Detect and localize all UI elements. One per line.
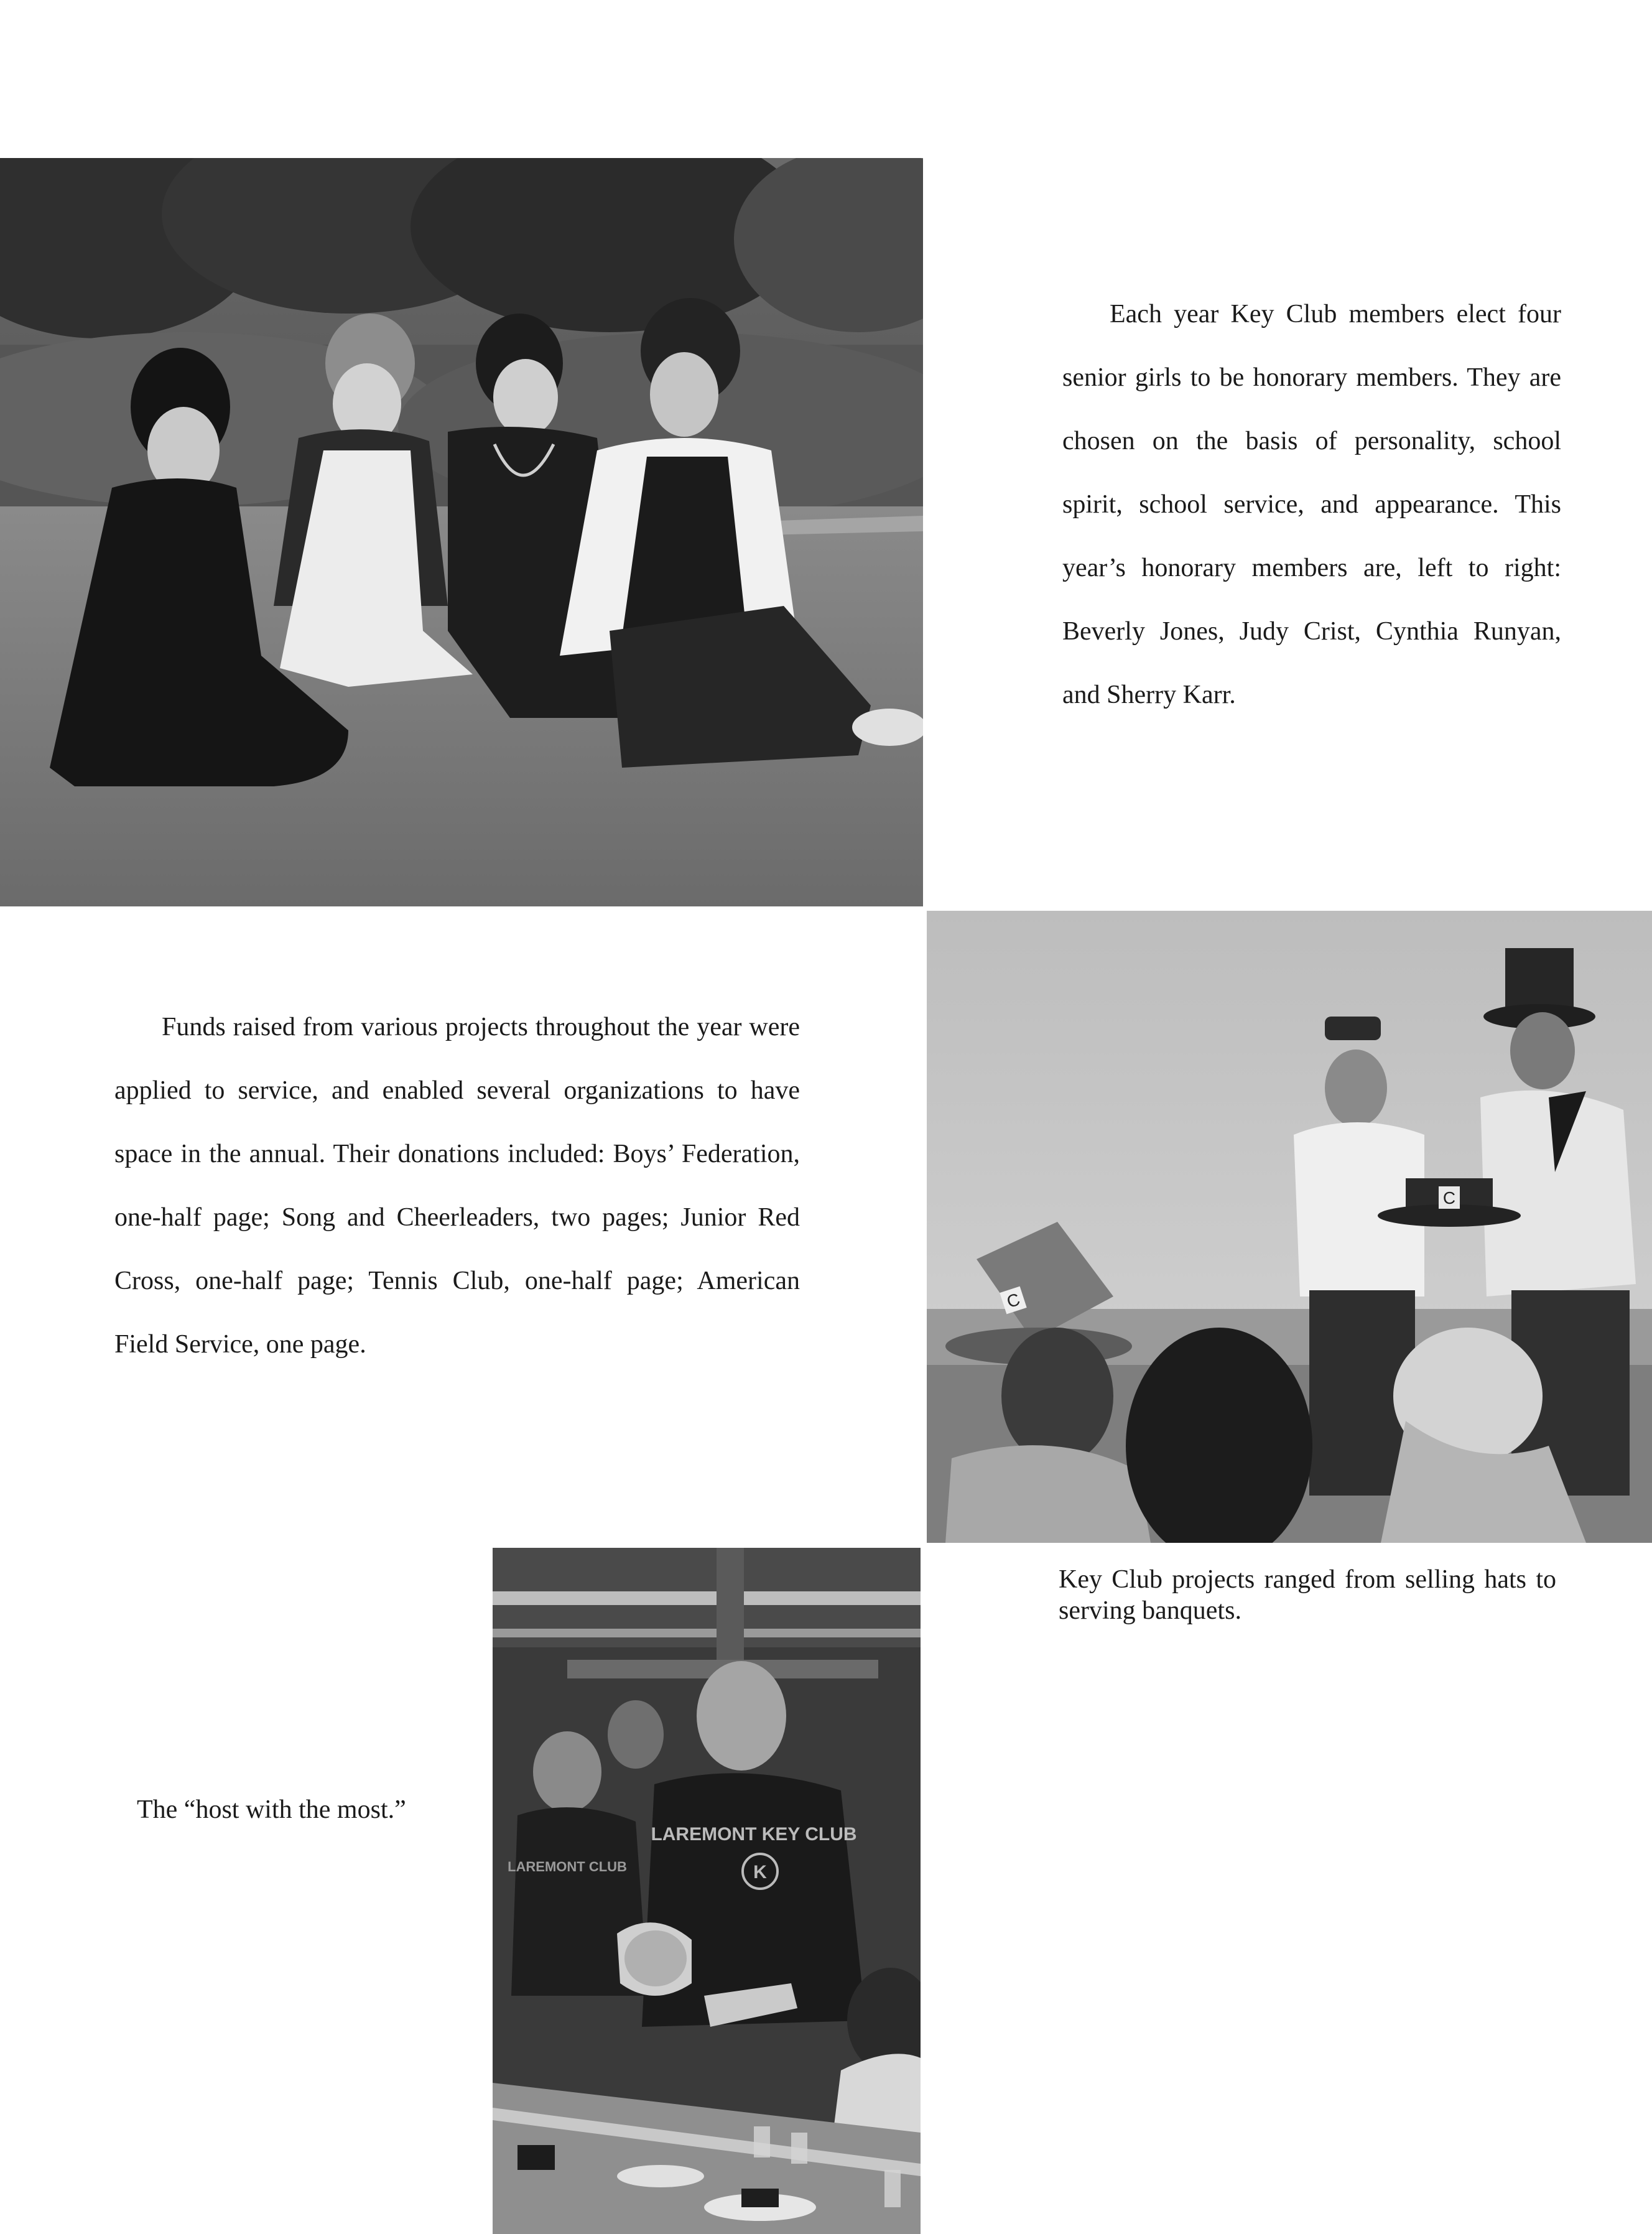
funds-raised-paragraph: Funds raised from various projects throughout the year were applied to service, and enabled several organizations to have space in the annual. Their donations included: Boys’ Federation, one-half page; Song and Cheerleaders, two pages; Junior Red Cross, one-half page; Tennis Club, one-half page; American Field Service, one page. (114, 1013, 800, 1359)
hat-sale-caption-block (1059, 1564, 1556, 1626)
jersey-lettering-right: LAREMONT KEY CLUB (651, 1824, 857, 1845)
hat-logo-letter-upper: C (1442, 1188, 1456, 1208)
jersey-lettering-left: LAREMONT CLUB (508, 1859, 627, 1874)
hat-sale-caption: Key Club projects ranged from selling hats to serving banquets. (1059, 1565, 1556, 1625)
hat-logo-letter-lower: C (1004, 1289, 1023, 1312)
funds-raised-text (114, 995, 800, 1376)
honorary-members-photo (0, 158, 923, 906)
banquet-serving-photo (493, 1548, 921, 2234)
jersey-emblem-letter: K (753, 1862, 767, 1883)
honorary-members-text (1062, 282, 1561, 727)
host-caption-block (137, 1794, 460, 1825)
honorary-members-paragraph: Each year Key Club members elect four senior girls to be honorary members. They are chosen on the basis of personality, school spirit, school service, and appearance. This year’s honorary members are, left to right: Beverly Jones, Judy Crist, Cynthia Runyan, and Sherry Karr. (1062, 300, 1561, 709)
host-caption: The “host with the most.” (137, 1795, 406, 1824)
hat-sale-photo (927, 911, 1652, 1543)
